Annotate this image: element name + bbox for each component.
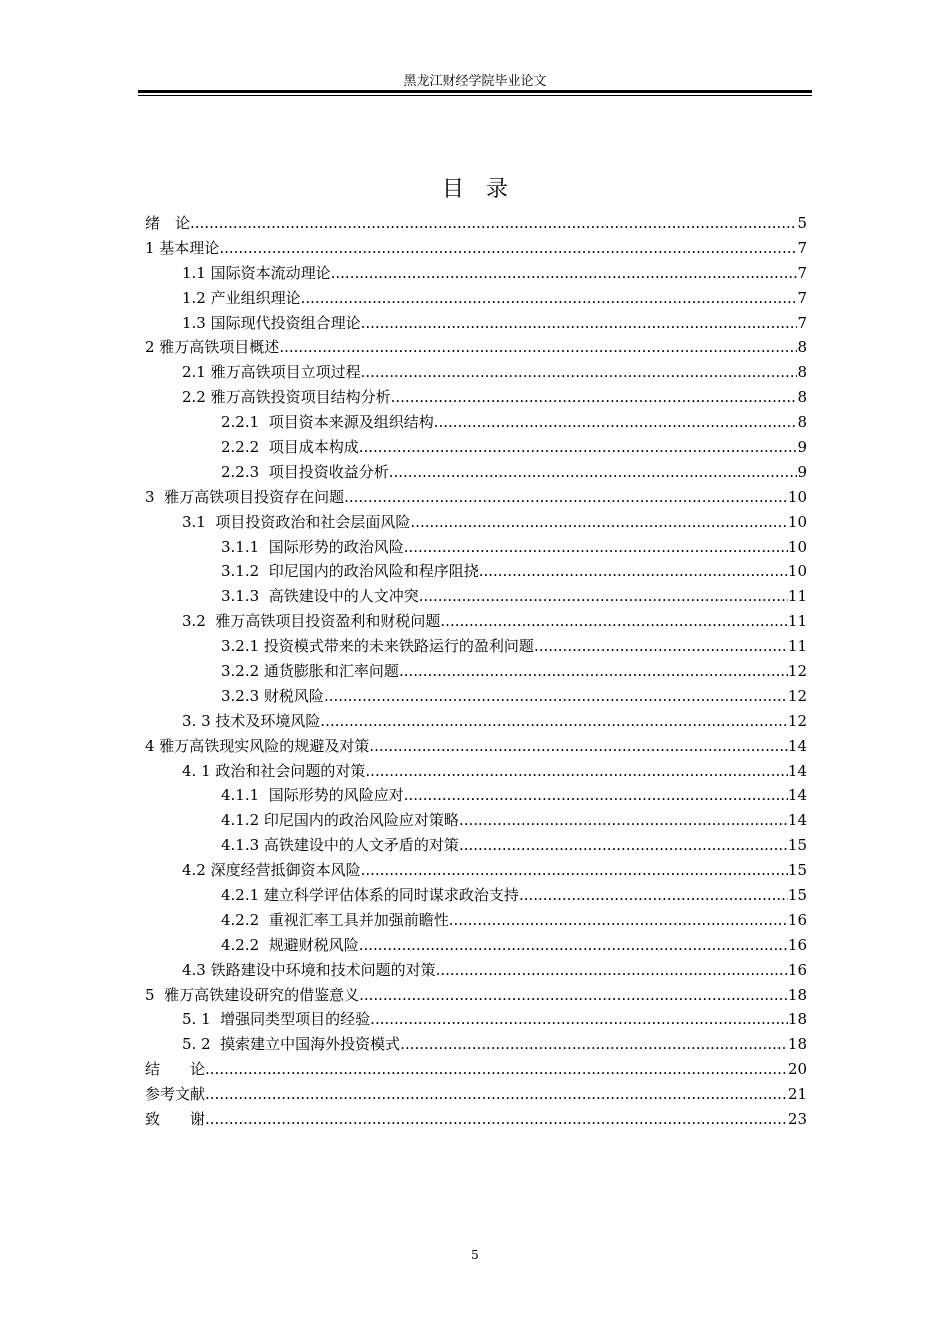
toc-entry-label: 3.1.1 国际形势的政治风险 [221, 537, 404, 556]
toc-entry-page: 16 [787, 935, 807, 954]
toc-entry-page: 12 [787, 686, 807, 705]
page-number: 5 [471, 1248, 479, 1262]
toc-dot-leader [479, 559, 788, 584]
toc-entry[interactable] [145, 236, 807, 261]
toc-entry-label: 3.1.3 高铁建设中的人文冲突 [221, 587, 419, 606]
toc-entry[interactable] [145, 958, 807, 983]
toc-entry[interactable] [145, 833, 807, 858]
toc-entry-page: 16 [787, 910, 807, 929]
toc-entry-label: 2.1 雅万高铁项目立项过程 [182, 363, 361, 382]
toc-dot-leader [440, 609, 788, 634]
toc-dot-leader [434, 410, 798, 435]
toc-entry-page: 9 [797, 438, 807, 456]
toc-dot-leader [320, 709, 788, 734]
toc-entry[interactable] [145, 759, 807, 784]
toc-dot-leader [399, 659, 788, 684]
toc-entry-page: 20 [787, 1060, 807, 1079]
toc-entry-page: 10 [787, 487, 807, 506]
toc-entry-label: 3.2.1 投资模式带来的未来铁路运行的盈利问题 [221, 637, 534, 656]
toc-dot-leader [301, 286, 798, 311]
toc-entry[interactable] [145, 609, 807, 634]
toc-entry-label: 4.1.3 高铁建设中的人文矛盾的对策 [221, 836, 459, 855]
toc-entry-page: 18 [787, 985, 807, 1004]
toc-dot-leader [205, 1107, 788, 1132]
toc-entry-page: 18 [787, 1035, 807, 1054]
toc-entry-label: 4 雅万高铁现实风险的规避及对策 [145, 736, 370, 755]
toc-entry-label: 绪 论 [145, 213, 191, 232]
toc-entry-page: 23 [787, 1110, 807, 1129]
toc-entry-page: 11 [787, 612, 807, 631]
toc-entry-label: 2.2.2 项目成本构成 [221, 438, 359, 456]
toc-entry[interactable] [145, 335, 807, 360]
toc-entry[interactable] [145, 410, 807, 435]
toc-entry-label: 3.2.2 通货膨胀和汇率问题 [221, 662, 399, 681]
toc-entry[interactable] [145, 734, 807, 759]
toc-entry-page: 5 [797, 213, 807, 232]
toc-entry[interactable] [145, 385, 807, 410]
toc-entry-page: 8 [797, 388, 807, 407]
toc-dot-leader [519, 883, 788, 908]
toc-entry-label: 结 论 [145, 1060, 206, 1079]
toc-entry-label: 4.2.2 重视汇率工具并加强前瞻性 [221, 910, 449, 929]
toc-dot-leader [534, 634, 788, 659]
toc-entry-page: 14 [787, 811, 807, 830]
toc-entry-page: 9 [797, 462, 807, 481]
toc-entry-label: 1.3 国际现代投资组合理论 [182, 313, 361, 332]
toc-entry-label: 4.2 深度经营抵御资本风险 [182, 861, 361, 880]
toc-dot-leader [324, 684, 788, 709]
toc-dot-leader [436, 958, 788, 983]
toc-dot-leader [359, 435, 798, 460]
toc-entry[interactable] [145, 1032, 807, 1057]
table-of-contents [145, 211, 807, 1132]
toc-entry-page: 10 [787, 562, 807, 581]
toc-entry-label: 5. 2 摸索建立中国海外投资模式 [182, 1035, 401, 1054]
toc-entry-page: 8 [797, 363, 807, 382]
toc-entry-page: 16 [787, 960, 807, 979]
toc-entry[interactable] [145, 1057, 807, 1082]
toc-entry-label: 3.2.3 财税风险 [221, 686, 324, 705]
toc-entry-page: 11 [787, 637, 807, 656]
toc-entry-page: 12 [787, 711, 807, 730]
toc-dot-leader [419, 584, 788, 609]
toc-entry-label: 3. 3 技术及环境风险 [182, 711, 321, 730]
toc-dot-leader [400, 1032, 788, 1057]
toc-entry-label: 3.2 雅万高铁项目投资盈利和财税问题 [182, 612, 441, 631]
toc-dot-leader [190, 211, 797, 236]
toc-entry[interactable] [145, 808, 807, 833]
toc-entry[interactable] [145, 709, 807, 734]
toc-entry-label: 参考文献 [145, 1085, 206, 1104]
toc-entry-page: 7 [797, 288, 807, 307]
toc-dot-leader [361, 311, 798, 336]
toc-dot-leader [391, 385, 798, 410]
document-header-title: 黑龙江财经学院毕业论文 [403, 73, 547, 88]
toc-entry[interactable] [145, 485, 807, 510]
toc-entry-page: 15 [787, 861, 807, 880]
toc-entry-label: 1 基本理论 [145, 238, 220, 257]
toc-heading: 目录 [441, 177, 530, 202]
toc-entry[interactable] [145, 634, 807, 659]
toc-entry-label: 2.2 雅万高铁投资项目结构分析 [182, 388, 391, 407]
toc-entry[interactable] [145, 983, 807, 1008]
toc-entry-label: 4.1.1 国际形势的风险应对 [221, 786, 404, 805]
toc-entry-page: 21 [787, 1085, 807, 1104]
toc-dot-leader [361, 360, 798, 385]
toc-dot-leader [370, 1007, 788, 1032]
header-rule-thick [138, 90, 812, 93]
toc-dot-leader [369, 734, 788, 759]
toc-dot-leader [219, 236, 797, 261]
toc-entry[interactable] [145, 360, 807, 385]
toc-entry[interactable] [145, 684, 807, 709]
toc-dot-leader [404, 783, 788, 808]
toc-dot-leader [361, 858, 788, 883]
toc-entry[interactable] [145, 311, 807, 336]
toc-entry[interactable] [145, 1107, 807, 1132]
toc-entry[interactable] [145, 1008, 807, 1033]
toc-entry-label: 4. 1 政治和社会问题的对策 [182, 761, 366, 780]
toc-entry[interactable] [145, 883, 807, 908]
toc-entry[interactable] [145, 1082, 807, 1107]
toc-entry-page: 15 [787, 836, 807, 855]
toc-entry-label: 2 雅万高铁项目概述 [145, 338, 280, 357]
toc-entry-page: 8 [797, 413, 807, 432]
toc-dot-leader [459, 808, 788, 833]
toc-entry[interactable] [145, 261, 807, 286]
toc-entry-label: 3 雅万高铁项目投资存在问题 [145, 487, 345, 506]
toc-dot-leader [389, 460, 798, 485]
toc-dot-leader [404, 535, 788, 560]
toc-entry-page: 14 [787, 736, 807, 755]
toc-entry[interactable] [145, 908, 807, 933]
toc-entry[interactable] [145, 783, 807, 808]
toc-entry-page: 14 [787, 761, 807, 780]
toc-entry-page: 8 [797, 338, 807, 357]
toc-entry-label: 1.1 国际资本流动理论 [182, 263, 331, 282]
toc-entry[interactable] [145, 510, 807, 535]
toc-entry-label: 4.2.1 建立科学评估体系的同时谋求政治支持 [221, 886, 519, 905]
toc-entry-page: 7 [797, 238, 807, 257]
toc-dot-leader [359, 983, 788, 1008]
toc-entry[interactable] [145, 659, 807, 684]
toc-entry[interactable] [145, 584, 807, 609]
toc-entry-label: 1.2 产业组织理论 [182, 288, 301, 307]
toc-entry-label: 4.2.2 规避财税风险 [221, 935, 359, 954]
toc-entry-page: 14 [787, 786, 807, 805]
toc-entry-label: 5 雅万高铁建设研究的借鉴意义 [145, 985, 360, 1004]
toc-entry-page: 10 [787, 512, 807, 531]
toc-entry[interactable] [145, 535, 807, 560]
toc-dot-leader [331, 261, 798, 286]
toc-entry-page: 15 [787, 886, 807, 905]
toc-entry[interactable] [145, 933, 807, 958]
toc-entry-label: 3.1 项目投资政治和社会层面风险 [182, 512, 411, 531]
toc-dot-leader [410, 510, 788, 535]
toc-entry-page: 7 [797, 263, 807, 282]
toc-entry-label: 致 谢 [145, 1110, 206, 1129]
toc-entry[interactable] [145, 286, 807, 311]
toc-dot-leader [459, 833, 788, 858]
toc-entry-label: 3.1.2 印尼国内的政治风险和程序阻挠 [221, 562, 479, 581]
toc-dot-leader [205, 1057, 788, 1082]
toc-entry[interactable] [145, 559, 807, 584]
toc-dot-leader [205, 1082, 788, 1107]
toc-dot-leader [279, 335, 797, 360]
toc-entry-page: 12 [787, 662, 807, 681]
toc-entry-page: 7 [797, 313, 807, 332]
toc-entry[interactable] [145, 211, 807, 236]
toc-dot-leader [449, 908, 788, 933]
toc-entry-label: 4.1.2 印尼国内的政治风险应对策略 [221, 811, 459, 830]
toc-entry-page: 10 [787, 537, 807, 556]
toc-entry-label: 2.2.1 项目资本来源及组织结构 [221, 413, 434, 432]
toc-entry[interactable] [145, 460, 807, 485]
header-rule-thin [138, 95, 812, 96]
toc-entry-page: 18 [787, 1010, 807, 1029]
toc-dot-leader [344, 485, 788, 510]
toc-entry-label: 5. 1 增强同类型项目的经验 [182, 1010, 371, 1029]
toc-entry[interactable] [145, 435, 807, 460]
toc-dot-leader [359, 933, 788, 958]
toc-entry-label: 4.3 铁路建设中环境和技术问题的对策 [182, 960, 436, 979]
toc-entry[interactable] [145, 858, 807, 883]
toc-dot-leader [365, 759, 788, 784]
toc-entry-label: 2.2.3 项目投资收益分析 [221, 462, 389, 481]
toc-entry-page: 11 [787, 587, 807, 606]
